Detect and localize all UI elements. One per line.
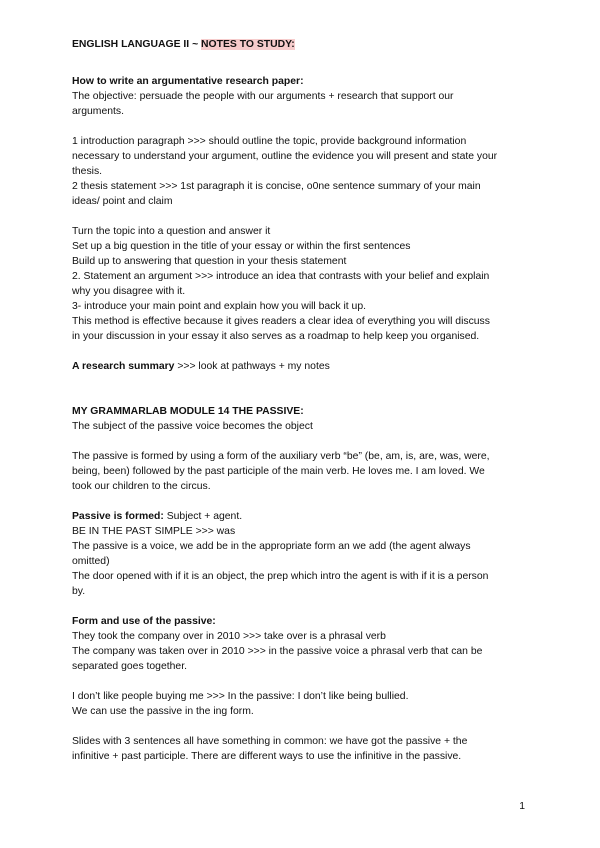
research-summary-text: >>> look at pathways + my notes <box>174 361 330 372</box>
formed-detail-line: The door opened with if it is an object, the prep which intro the agent is with if it is a person <box>72 571 489 582</box>
slides-line: infinitive + past participle. There are different ways to use the infinitive in the passive. <box>72 751 462 762</box>
passive-intro: The subject of the passive voice becomes the object <box>72 421 313 432</box>
step-line: Build up to answering that question in your thesis statement <box>72 256 347 267</box>
passive-section <box>72 404 530 764</box>
step-line: 2. Statement an argument >>> introduce an idea that contrasts with your belief and explain <box>72 271 490 282</box>
ing-line: We can use the passive in the ing form. <box>72 706 254 717</box>
formed-detail-line: The passive is a voice, we add be in the appropriate form an we add (the agent always <box>72 541 471 552</box>
point2-line: 2 thesis statement >>> 1st paragraph it is concise, o0ne sentence summary of your main <box>72 181 481 192</box>
argumentative-heading: How to write an argumentative research paper: <box>72 76 304 87</box>
form-use-heading: Form and use of the passive: <box>72 616 216 627</box>
step-line: why you disagree with it. <box>72 286 186 297</box>
page-number: 1 <box>519 801 525 812</box>
slides-line: Slides with 3 sentences all have something in common: we have got the passive + the <box>72 736 468 747</box>
formed-line: being, been) followed by the past participle of the main verb. He loves me. I am loved. We <box>72 466 485 477</box>
passive-formed-line <box>72 509 530 524</box>
objective-line: arguments. <box>72 106 124 117</box>
point2-line: ideas/ point and claim <box>72 196 173 207</box>
objective-line: The objective: persuade the people with our arguments + research that support our <box>72 91 454 102</box>
passive-heading: MY GRAMMARLAB MODULE 14 THE PASSIVE: <box>72 406 304 417</box>
formed-line: took our children to the circus. <box>72 481 211 492</box>
research-summary-label: A research summary <box>72 361 175 372</box>
step-line: This method is effective because it gives readers a clear idea of everything you will discuss <box>72 316 490 327</box>
form-use-line: separated goes together. <box>72 661 187 672</box>
document-title <box>72 37 530 52</box>
formed-detail-line: by. <box>72 586 86 597</box>
formed-line: The passive is formed by using a form of the auxiliary verb “be” (be, am, is, are, was, were, <box>72 451 490 462</box>
point1-line: 1 introduction paragraph >>> should outline the topic, provide background information <box>72 136 467 147</box>
step-line: in your discussion in your essay it also serves as a roadmap to help keep you organised. <box>72 331 480 342</box>
research-summary-line <box>72 359 530 374</box>
step-line: Set up a big question in the title of your essay or within the first sentences <box>72 241 411 252</box>
step-line: Turn the topic into a question and answer it <box>72 226 271 237</box>
title-highlight: NOTES TO STUDY: <box>201 39 295 50</box>
passive-formed-label: Passive is formed: <box>72 511 164 522</box>
argumentative-section <box>72 74 530 374</box>
step-line: 3- introduce your main point and explain how you will back it up. <box>72 301 366 312</box>
title-prefix: ENGLISH LANGUAGE II ~ <box>72 39 202 50</box>
point1-line: thesis. <box>72 166 103 177</box>
passive-formed-text: Subject + agent. <box>163 511 243 522</box>
point1-line: necessary to understand your argument, outline the evidence you will present and state your <box>72 151 498 162</box>
form-use-line: The company was taken over in 2010 >>> in the passive voice a phrasal verb that can be <box>72 646 483 657</box>
formed-detail-line: BE IN THE PAST SIMPLE >>> was <box>72 526 236 537</box>
form-use-line: They took the company over in 2010 >>> take over is a phrasal verb <box>72 631 386 642</box>
ing-line: I don’t like people buying me >>> In the passive: I don’t like being bullied. <box>72 691 409 702</box>
formed-detail-line: omitted) <box>72 556 110 567</box>
